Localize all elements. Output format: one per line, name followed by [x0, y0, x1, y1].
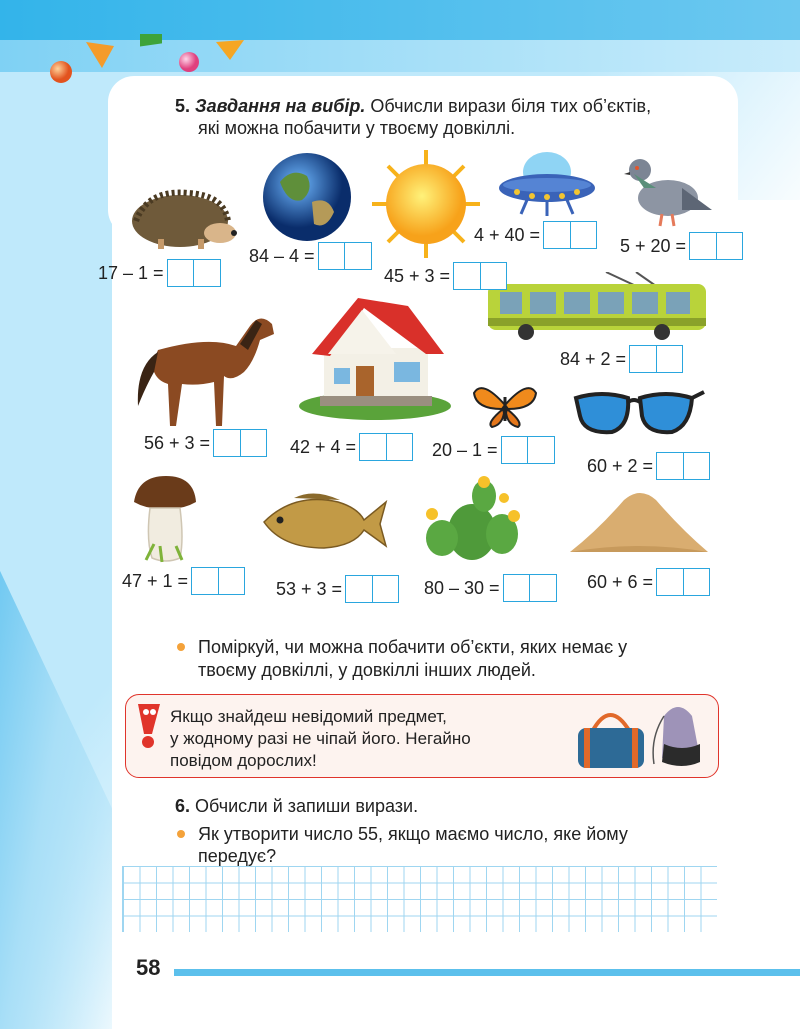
- answer-box[interactable]: [629, 345, 683, 373]
- expression-label: 20 – 1 =: [432, 439, 498, 460]
- expression-row: [122, 567, 245, 595]
- trolleybus-icon: [486, 272, 708, 342]
- green-cube-icon: [140, 34, 162, 47]
- pink-ball-icon: [179, 52, 199, 72]
- cactus-icon: [420, 476, 522, 562]
- expression-row: [560, 345, 683, 373]
- answer-box[interactable]: [543, 221, 597, 249]
- task5-number: 5.: [175, 96, 191, 116]
- bags-icon: [574, 698, 710, 770]
- task5-text-line1: Обчисли вирази біля тих об’єктів,: [365, 96, 652, 116]
- answer-box[interactable]: [318, 242, 372, 270]
- bullet1-line2: твоєму довкіллі, у довкіллі інших людей.: [198, 660, 536, 680]
- pigeon-icon: [622, 148, 712, 230]
- expression-label: 60 + 6 =: [587, 571, 654, 592]
- task6-number: 6.: [175, 796, 191, 816]
- warning-line1: Якщо знайдеш невідомий предмет,: [170, 707, 447, 726]
- answer-box[interactable]: [191, 567, 245, 595]
- expression-label: 47 + 1 =: [122, 570, 189, 591]
- page-number: 58: [136, 955, 161, 980]
- task5-heading: [175, 95, 735, 117]
- expression-row: [587, 568, 710, 596]
- warning-line3: повідом дорослих!: [170, 751, 317, 770]
- expression-label: 53 + 3 =: [276, 578, 343, 599]
- expression-row: [290, 433, 413, 461]
- bullet2-line1: Як утворити число 55, якщо маємо число, яке йому: [198, 824, 628, 844]
- exclamation-icon: [134, 700, 164, 750]
- expression-row: [587, 452, 710, 480]
- sand-icon: [568, 486, 710, 556]
- sun-icon: [370, 148, 482, 260]
- answer-box[interactable]: [345, 575, 399, 603]
- expression-row: [424, 574, 557, 602]
- expression-row: [98, 259, 221, 287]
- expression-row: [249, 242, 372, 270]
- answer-box[interactable]: [359, 433, 413, 461]
- bullet-icon: [177, 830, 185, 838]
- expression-label: 84 – 4 =: [249, 245, 315, 266]
- earth-icon: [262, 152, 352, 242]
- expression-label: 5 + 20 =: [620, 235, 687, 256]
- expression-label: 17 – 1 =: [98, 262, 164, 283]
- sunglasses-icon: [572, 386, 706, 442]
- ufo-icon: [497, 150, 597, 218]
- expression-label: 84 + 2 =: [560, 348, 627, 369]
- horse-icon: [128, 306, 278, 430]
- expression-row: [620, 232, 743, 260]
- answer-box[interactable]: [501, 436, 555, 464]
- task5-title: Завдання на вибір.: [195, 96, 366, 116]
- answer-box[interactable]: [656, 452, 710, 480]
- warning-line2: у жодному разі не чіпай його. Негайно: [170, 729, 471, 748]
- expression-row: [474, 221, 597, 249]
- orange-ball-icon: [50, 61, 72, 83]
- answer-box[interactable]: [213, 429, 267, 457]
- answer-box[interactable]: [453, 262, 507, 290]
- mushroom-icon: [132, 474, 198, 564]
- expression-row: [432, 436, 555, 464]
- answer-box[interactable]: [167, 259, 221, 287]
- task5-text-line2: які можна побачити у твоєму довкіллі.: [198, 118, 516, 138]
- fish-icon: [254, 488, 388, 554]
- yellow-triangle-icon: [216, 40, 244, 60]
- task6-text: Обчисли й запиши вирази.: [195, 796, 419, 816]
- footer-line: [174, 969, 800, 976]
- bullet2-line2: передує?: [198, 846, 277, 866]
- answer-box[interactable]: [689, 232, 743, 260]
- answer-box[interactable]: [503, 574, 557, 602]
- expression-label: 80 – 30 =: [424, 577, 500, 598]
- expression-row: [276, 575, 399, 603]
- expression-label: 56 + 3 =: [144, 432, 211, 453]
- hedgehog-icon: [128, 185, 238, 251]
- expression-label: 42 + 4 =: [290, 436, 357, 457]
- expression-label: 60 + 2 =: [587, 455, 654, 476]
- writing-grid[interactable]: [122, 866, 717, 932]
- bullet1-line1: Поміркуй, чи можна побачити об’єкти, яких немає у: [198, 637, 628, 657]
- butterfly-icon: [472, 383, 538, 429]
- expression-row: [384, 262, 507, 290]
- expression-label: 45 + 3 =: [384, 265, 451, 286]
- expression-row: [144, 429, 267, 457]
- answer-box[interactable]: [656, 568, 710, 596]
- bullet-icon: [177, 643, 185, 651]
- task6-heading: [175, 795, 418, 817]
- orange-triangle-icon: [86, 42, 114, 68]
- expression-label: 4 + 40 =: [474, 224, 541, 245]
- house-icon: [298, 296, 452, 422]
